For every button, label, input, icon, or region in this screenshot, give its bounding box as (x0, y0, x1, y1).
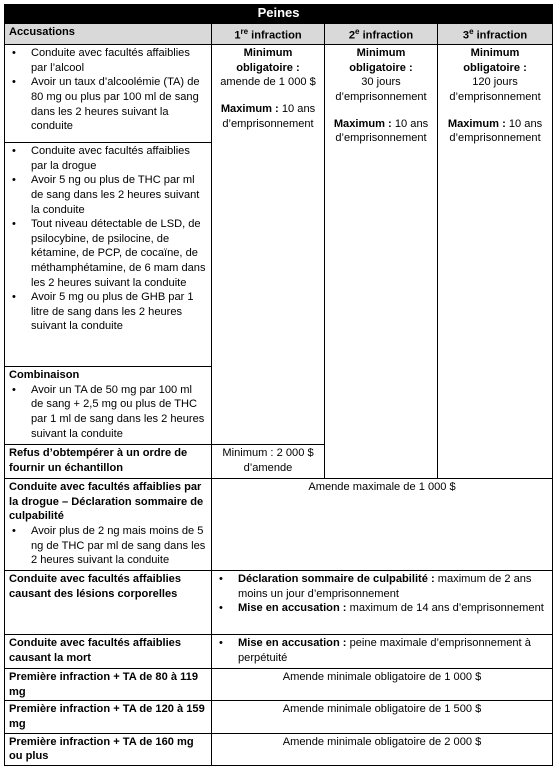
accusation-drug (5, 143, 212, 367)
accusation-alcohol (5, 45, 212, 143)
penalty-summary: Amende maximale de 1 000 $ (212, 479, 553, 571)
accusation-bodily-harm: Conduite avec facultés affaiblies causant des lésions corporelles (5, 571, 212, 635)
list-item: • Avoir un TA de 50 mg par 100 ml de sang + 2,5 mg ou plus de THC par 1 ml de sang dans les 2 heures suivant la conduite (9, 383, 207, 441)
penalty-bac-160: Amende minimale obligatoire de 2 000 $ (212, 733, 553, 765)
penalty-third-min-value: 120 jours d’emprisonnement (449, 76, 541, 104)
penalties-table (4, 4, 553, 766)
penalty-refusal: Minimum : 2 000 $ d’amende (212, 445, 325, 479)
accusation-bac-80: Première infraction + TA de 80 à 119 mg (5, 669, 212, 701)
accusation-bac-120: Première infraction + TA de 120 à 159 mg (5, 701, 212, 733)
list-item: • Conduite avec facultés affaiblies par l’alcool (9, 46, 207, 75)
penalty-third-main (438, 45, 553, 479)
penalty-second-max: Maximum : 10 ans d’emprisonnement (333, 117, 429, 145)
accusation-bac-160: Première infraction + TA de 160 mg ou plus (5, 733, 212, 765)
penalty-bodily-harm (212, 571, 553, 635)
accusation-refusal: Refus d’obtempérer à un ordre de fournir un échantillon (5, 445, 212, 479)
penalty-third-max: Maximum : 10 ans d’emprisonnement (447, 117, 543, 145)
penalty-death (212, 635, 553, 669)
penalty-second-main (325, 45, 438, 479)
header-second-offense: 2e infraction (325, 24, 438, 45)
penalty-bac-120: Amende minimale obligatoire de 1 500 $ (212, 701, 553, 733)
accusation-death: Conduite avec facultés affaiblies causant la mort (5, 635, 212, 669)
summary-label: Conduite avec facultés affaiblies par la drogue – Déclaration sommaire de culpabilité (9, 481, 204, 523)
list-item: • Avoir 5 mg ou plus de GHB par 1 litre de sang dans les 2 heures suivant la conduite (9, 290, 207, 334)
penalty-bac-80: Amende minimale obligatoire de 1 000 $ (212, 669, 553, 701)
accusation-combination (5, 367, 212, 445)
header-third-offense: 3e infraction (438, 24, 553, 45)
list-item: • Mise en accusation : maximum de 14 ans d’emprisonnement (216, 601, 548, 616)
penalty-second-min-label: Minimum obligatoire : (349, 47, 413, 74)
list-item: • Avoir plus de 2 ng mais moins de 5 ng de THC par ml de sang dans les 2 heures suivant la conduite (9, 524, 207, 568)
list-item: • Conduite avec facultés affaiblies par la drogue (9, 144, 207, 173)
accusation-summary-conviction (5, 479, 212, 571)
penalty-third-min-label: Minimum obligatoire : (463, 47, 527, 74)
table-title: Peines (5, 5, 553, 24)
penalty-first-min-value: amende de 1 000 $ (220, 76, 316, 89)
header-accusations: Accusations (5, 24, 212, 45)
list-item: • Avoir un taux d’alcoolémie (TA) de 80 mg ou plus par 100 ml de sang dans les 2 heures suivant la conduite (9, 75, 207, 133)
penalty-second-min-value: 30 jours d’emprisonnement (335, 76, 427, 104)
penalty-first-main (212, 45, 325, 445)
combination-label: Combinaison (9, 369, 80, 382)
list-item: • Mise en accusation : peine maximale d’emprisonnement à perpétuité (216, 636, 548, 665)
list-item: • Déclaration sommaire de culpabilité : maximum de 2 ans moins un jour d’emprisonnement (216, 572, 548, 601)
list-item: • Tout niveau détectable de LSD, de psilocybine, de psilocine, de kétamine, de PCP, de cocaïne, de méthamphétamine, de 6 mam dans les 2 heures suivant la conduite (9, 217, 207, 290)
header-first-offense: 1re infraction (212, 24, 325, 45)
list-item: • Avoir 5 ng ou plus de THC par ml de sang dans les 2 heures suivant la conduite (9, 173, 207, 217)
penalty-first-max: Maximum : 10 ans d’emprisonnement (220, 103, 316, 130)
penalty-first-min-label: Minimum obligatoire : (236, 47, 300, 74)
